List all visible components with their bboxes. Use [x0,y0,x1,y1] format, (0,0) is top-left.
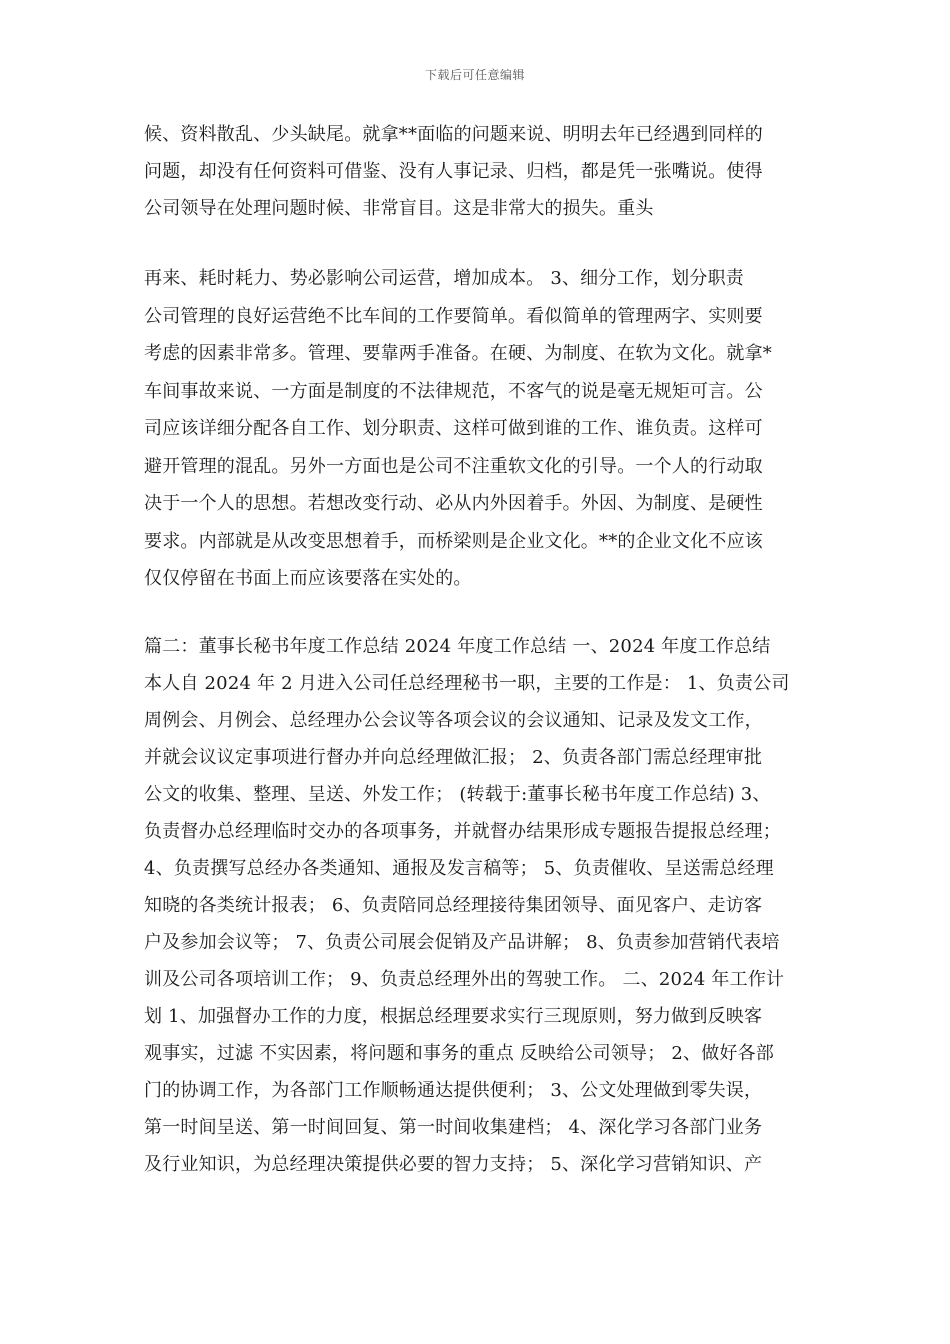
text-line: 训及公司各项培训工作； 9、负责总经理外出的驾驶工作。 二、2024 年工作计 [144,969,785,990]
text-line: 本人自 2024 年 2 月进入公司任总经理秘书一职，主要的工作是： 1、负责公司 [144,673,790,694]
text-line: 再来、耗时耗力、势必影响公司运营，增加成本。 3、细分工作，划分职责 [144,268,744,289]
text-line: 门的协调工作，为各部门工作顺畅通达提供便利； 3、公文处理做到零失误， [144,1080,763,1101]
text-line: 观事实，过滤 不实因素，将问题和事务的重点 反映给公司领导； 2、做好各部 [144,1043,775,1064]
text-line: 候、资料散乱、少头缺尾。就拿**面临的问题来说、明明去年已经遇到同样的 [144,124,763,145]
text-line: 负责督办总经理临时交办的各项事务，并就督办结果形成专题报告提报总经理； [144,821,781,842]
text-line: 决于一个人的思想。若想改变行动、必从内外因着手。外因、为制度、是硬性 [144,493,763,514]
text-line: 4、负责撰写总经办各类通知、通报及发言稿等； 5、负责催收、呈送需总经理 [144,858,774,879]
text-line: 周例会、月例会、总经理办公会议等各项会议的会议通知、记录及发文工作， [144,710,763,731]
text-line: 司应该详细分配各自工作、划分职责、这样可做到谁的工作、谁负责。这样可 [144,418,763,439]
text-line: 及行业知识，为总经理决策提供必要的智力支持； 5、深化学习营销知识、产 [144,1154,763,1175]
text-line: 篇二：董事长秘书年度工作总结 2024 年度工作总结 一、2024 年度工作总结 [144,636,771,657]
text-line: 公司领导在处理问题时候、非常盲目。这是非常大的损失。重头 [144,198,654,219]
text-line: 要求。内部就是从改变思想着手，而桥梁则是企业文化。**的企业文化不应该 [144,531,763,552]
text-line: 并就会议议定事项进行督办并向总经理做汇报； 2、负责各部门需总经理审批 [144,747,763,768]
text-line: 避开管理的混乱。另外一方面也是公司不注重软文化的引导。一个人的行动取 [144,456,763,477]
text-line: 知晓的各类统计报表； 6、负责陪同总经理接待集团领导、面见客户、走访客 [144,895,763,916]
text-line: 问题，却没有任何资料可借鉴、没有人事记录、归档，都是凭一张嘴说。使得 [144,161,763,182]
text-line: 划 1、加强督办工作的力度，根据总经理要求实行三现原则，努力做到反映客 [144,1006,763,1027]
text-line: 公司管理的良好运营绝不比车间的工作要简单。看似简单的管理两字、实则要 [144,306,763,327]
text-line: 公文的收集、整理、呈送、外发工作； (转载于:董事长秘书年度工作总结) 3、 [144,784,771,805]
text-line: 户及参加会议等； 7、负责公司展会促销及产品讲解； 8、负责参加营销代表培 [144,932,780,953]
text-line: 仅仅停留在书面上而应该要落在实处的。 [144,568,472,589]
text-line: 考虑的因素非常多。管理、要靠两手准备。在硬、为制度、在软为文化。就拿* [144,343,772,364]
text-line: 第一时间呈送、第一时间回复、第一时间收集建档； 4、深化学习各部门业务 [144,1117,763,1138]
text-line: 车间事故来说、一方面是制度的不法律规范，不客气的说是毫无规矩可言。公 [144,381,763,402]
page-header: 下载后可任意编辑 [424,68,525,82]
